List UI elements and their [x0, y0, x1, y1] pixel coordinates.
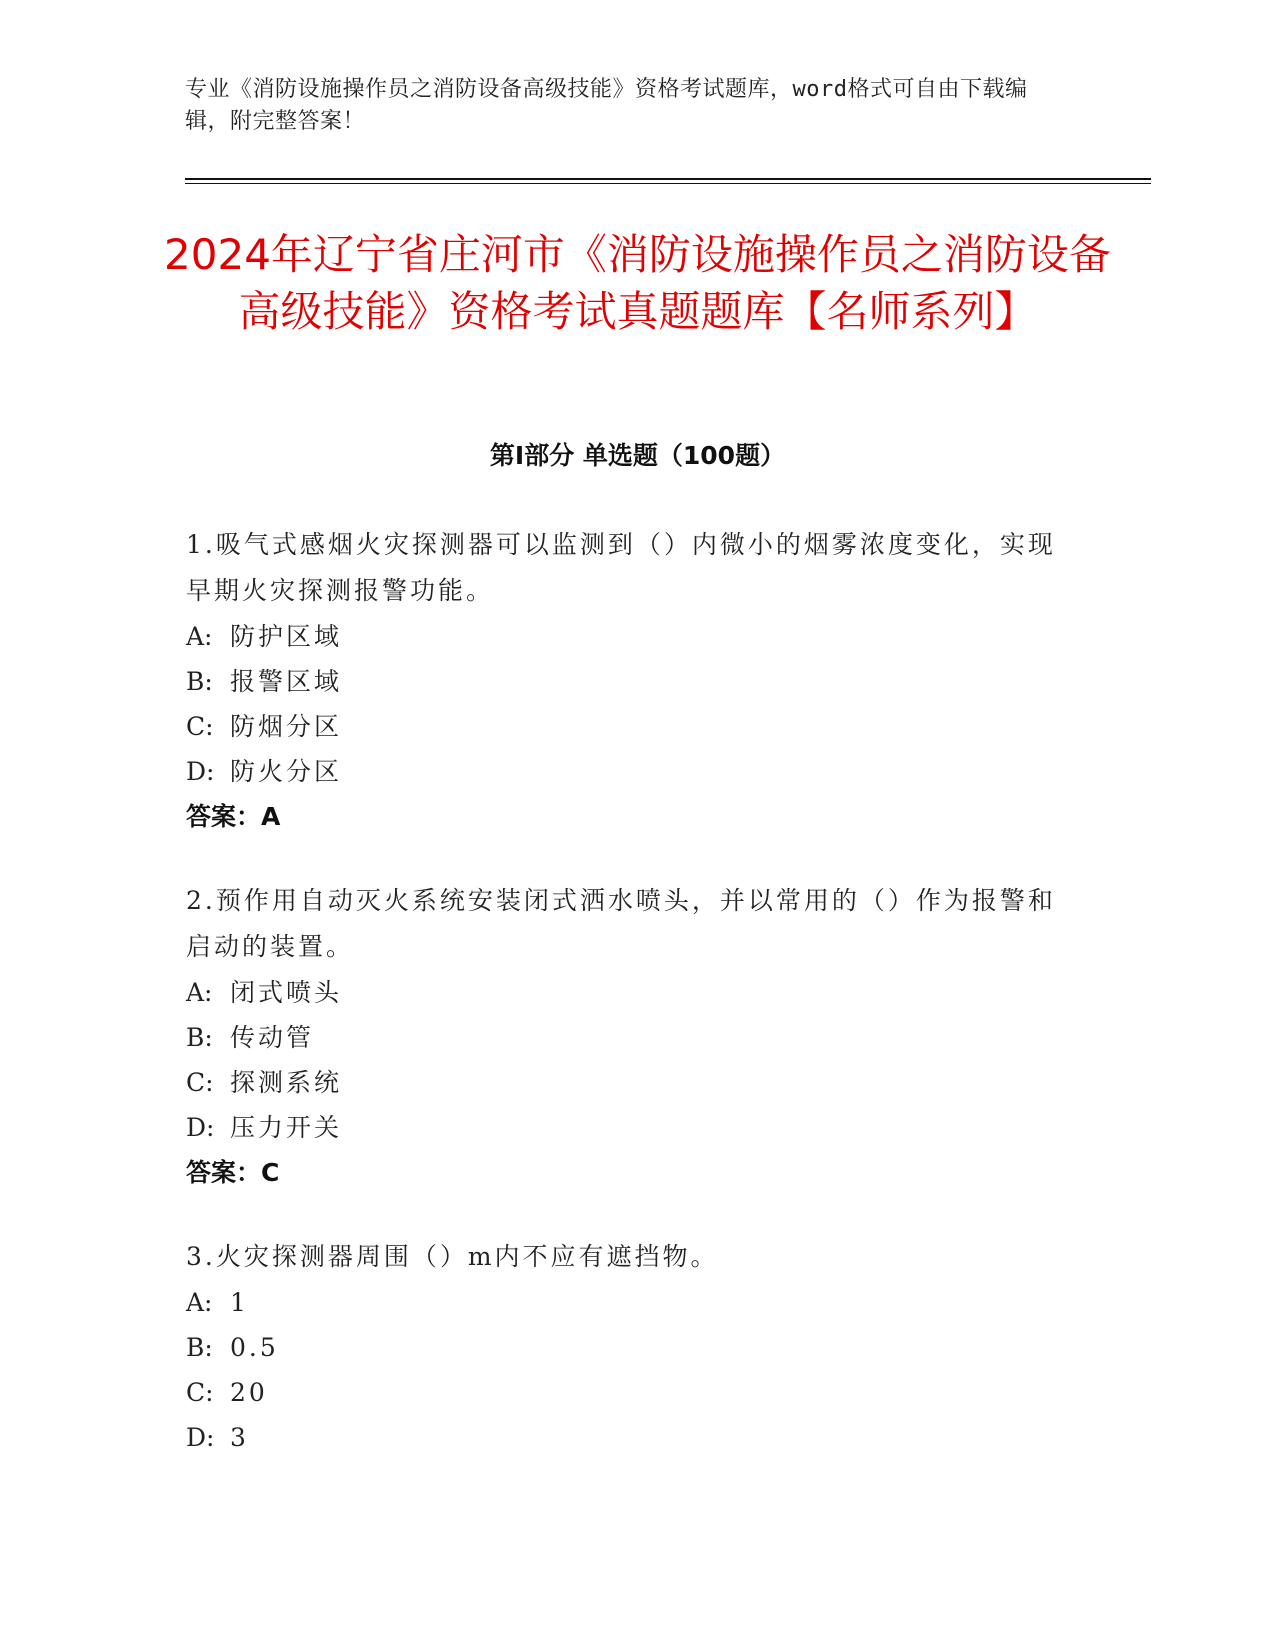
option-text: 防火分区: [230, 757, 343, 786]
option-letter: B:: [186, 667, 213, 696]
header-divider: [185, 178, 1151, 180]
header-note: 专业《消防设施操作员之消防设备高级技能》资格考试题库，word格式可自由下载编辑，附完整答案！: [185, 77, 1028, 134]
option-letter: A:: [186, 978, 213, 1007]
document-title: 2024年辽宁省庄河市《消防设施操作员之消防设备高级技能》资格考试真题题库【名师系列】: [164, 230, 1111, 336]
option-letter: C:: [186, 1378, 214, 1407]
option-c: [186, 1060, 1066, 1105]
question-stem: 3.火灾探测器周围（）m内不应有遮挡物。: [186, 1242, 719, 1271]
option-text: 压力开关: [230, 1113, 343, 1142]
answer-label: 答案：C: [186, 1158, 280, 1187]
question-list: [186, 522, 1066, 1498]
question-3: [186, 1234, 1066, 1460]
option-text: 防护区域: [230, 622, 343, 651]
option-letter: D:: [186, 1423, 215, 1452]
option-text: 报警区域: [230, 667, 343, 696]
option-b: [186, 1015, 1066, 1060]
option-a: [186, 1280, 1066, 1325]
option-b: [186, 1325, 1066, 1370]
option-text: 0.5: [230, 1333, 279, 1362]
option-a: [186, 614, 1066, 659]
option-d: [186, 749, 1066, 794]
option-letter: A:: [186, 622, 213, 651]
option-text: 探测系统: [230, 1068, 343, 1097]
question-stem: 2.预作用自动灭火系统安装闭式洒水喷头，并以常用的（）作为报警和启动的装置。: [186, 886, 1056, 961]
option-letter: C:: [186, 712, 214, 741]
option-text: 传动管: [230, 1023, 315, 1052]
option-text: 防烟分区: [230, 712, 343, 741]
option-letter: A:: [186, 1288, 213, 1317]
option-letter: D:: [186, 757, 215, 786]
question-2: [186, 878, 1066, 1196]
option-letter: C:: [186, 1068, 214, 1097]
option-text: 20: [230, 1378, 268, 1407]
option-letter: B:: [186, 1023, 213, 1052]
option-text: 1: [230, 1288, 249, 1317]
question-stem: 1.吸气式感烟火灾探测器可以监测到（）内微小的烟雾浓度变化，实现早期火灾探测报警功能。: [186, 530, 1056, 605]
option-text: 3: [230, 1423, 249, 1452]
answer-label: 答案：A: [186, 802, 281, 831]
option-d: [186, 1415, 1066, 1460]
option-text: 闭式喷头: [230, 978, 343, 1007]
option-d: [186, 1105, 1066, 1150]
option-c: [186, 704, 1066, 749]
section-title: 第Ⅰ部分 单选题（100题）: [489, 441, 786, 470]
question-1: [186, 522, 1066, 840]
option-b: [186, 659, 1066, 704]
option-letter: B:: [186, 1333, 213, 1362]
option-a: [186, 970, 1066, 1015]
header-divider-thin: [185, 183, 1151, 184]
option-c: [186, 1370, 1066, 1415]
option-letter: D:: [186, 1113, 215, 1142]
